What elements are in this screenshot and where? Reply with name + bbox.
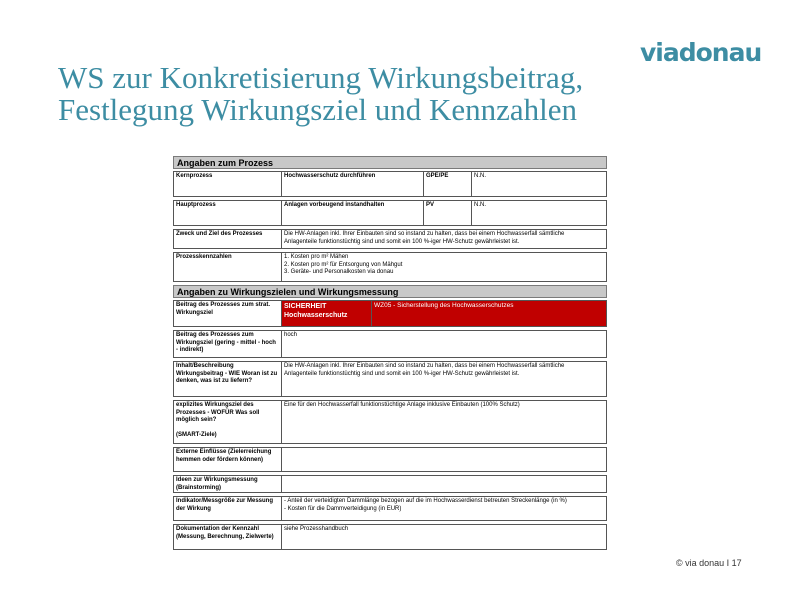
label-beitrag: Beitrag des Prozesses zum strat. Wirkungsziel [174, 301, 282, 326]
kennzahl-2: 2. Kosten pro m² für Entsorgung von Mähgut [284, 261, 403, 268]
indikator-line-2: - Kosten für die Dammverteidigung (in EUR) [284, 505, 402, 512]
row-kernprozess [173, 171, 607, 197]
value-inhalt [282, 362, 606, 396]
row-kennzahlen [173, 252, 607, 282]
value-ideen [282, 476, 606, 492]
value-beitrag-kategorie [282, 301, 372, 326]
zweck-line-1: Die HW-Anlagen inkl. Ihrer Einbauten sind so instand zu halten, dass bei einem Hochwasserfall sämtliche [284, 231, 565, 237]
explizit-label-sub: (SMART-Ziele) [176, 431, 217, 438]
value-pv: N.N. [474, 202, 486, 208]
kennzahl-3: 3. Geräte- und Personalkosten via donau [284, 269, 394, 275]
row-inhalt [173, 361, 607, 397]
row-extern [173, 447, 607, 472]
zweck-line-2: Anlagenteile funktionstüchtig sind und somit ein 100 %-iger HW-Schutz gewährleistet ist. [284, 238, 520, 245]
value-hauptprozess: Anlagen vorbeugend instandhalten [282, 201, 424, 225]
value-kernprozess: Hochwasserschutz durchführen [282, 172, 424, 196]
inhalt-line-2: Anlagenteile funktionstüchtig sind und somit ein 100 %-iger HW-Schutz gewährleistet ist. [284, 370, 520, 377]
label-hauptprozess: Hauptprozess [174, 201, 282, 225]
title-line-1: WS zur Konkretisierung Wirkungsbeitrag, [58, 60, 584, 95]
section-header-wirkungsziele: Angaben zu Wirkungszielen und Wirkungsmessung [173, 285, 607, 298]
row-explizit [173, 400, 607, 444]
label-indikator: Indikator/Messgröße zur Messung der Wirkung [174, 497, 282, 520]
beitrag-cat-line-1: SICHERHEIT [284, 303, 327, 310]
label-gpe: GPE/PE [424, 172, 472, 196]
value-extern [282, 448, 606, 471]
row-zweck [173, 229, 607, 249]
row-beitrag [173, 300, 607, 327]
value-kennzahlen [282, 253, 606, 281]
kennzahl-1: 1. Kosten pro m² Mähen [284, 254, 349, 260]
label-doku: Dokumentation der Kennzahl (Messung, Berechnung, Zielwerte) [174, 525, 282, 549]
value-zweck [282, 230, 606, 248]
value-beitrag-wz: WZ05 - Sicherstellung des Hochwasserschutzes [372, 301, 606, 326]
row-doku [173, 524, 607, 550]
process-form [173, 156, 607, 553]
label-kernprozess: Kernprozess [174, 172, 282, 196]
row-indikator [173, 496, 607, 521]
label-pv: PV [424, 201, 472, 225]
row-hauptprozess [173, 200, 607, 226]
value-explizit: Eine für den Hochwasserfall funktionstüchtige Anlage inklusive Einbauten (100% Schutz) [284, 402, 520, 408]
label-inhalt: Inhalt/Beschreibung Wirkungsbeitrag - WIE Woran ist zu denken, was ist zu liefern? [174, 362, 282, 396]
title-line-2: Festlegung Wirkungsziel und Kennzahlen [58, 92, 578, 127]
viadonau-logo: viadonau [640, 38, 762, 67]
value-grad: hoch [284, 332, 298, 338]
row-grad [173, 330, 607, 358]
label-kennzahlen: Prozesskennzahlen [174, 253, 282, 281]
beitrag-cat-line-2: Hochwasserschutz [284, 312, 348, 319]
label-explizit [174, 401, 282, 443]
label-ideen: Ideen zur Wirkungsmessung (Brainstorming) [174, 476, 282, 492]
section-header-prozess: Angaben zum Prozess [173, 156, 607, 169]
slide-footer: © via donau I 17 [676, 558, 742, 568]
slide-title [58, 62, 583, 126]
value-doku: siehe Prozesshandbuch [284, 526, 349, 532]
label-extern: Externe Einflüsse (Zielerreichung hemmen oder fördern können) [174, 448, 282, 471]
indikator-line-1: - Anteil der verteidigten Dammlänge bezogen auf die im Hochwasserdienst betreuten Streckenlänge (in %) [284, 498, 567, 504]
row-ideen [173, 475, 607, 493]
value-gpe: N.N. [474, 173, 486, 179]
inhalt-line-1: Die HW-Anlagen inkl. Ihrer Einbauten sind so instand zu halten, dass bei einem Hochwasserfall sämtliche [284, 363, 565, 369]
label-zweck: Zweck und Ziel des Prozesses [174, 230, 282, 248]
label-grad: Beitrag des Prozesses zum Wirkungsziel (gering - mittel - hoch - indirekt) [174, 331, 282, 357]
explizit-label-text: explizites Wirkungsziel des Prozesses - WOFÜR Was soll möglich sein? [176, 402, 260, 423]
value-indikator [282, 497, 606, 520]
